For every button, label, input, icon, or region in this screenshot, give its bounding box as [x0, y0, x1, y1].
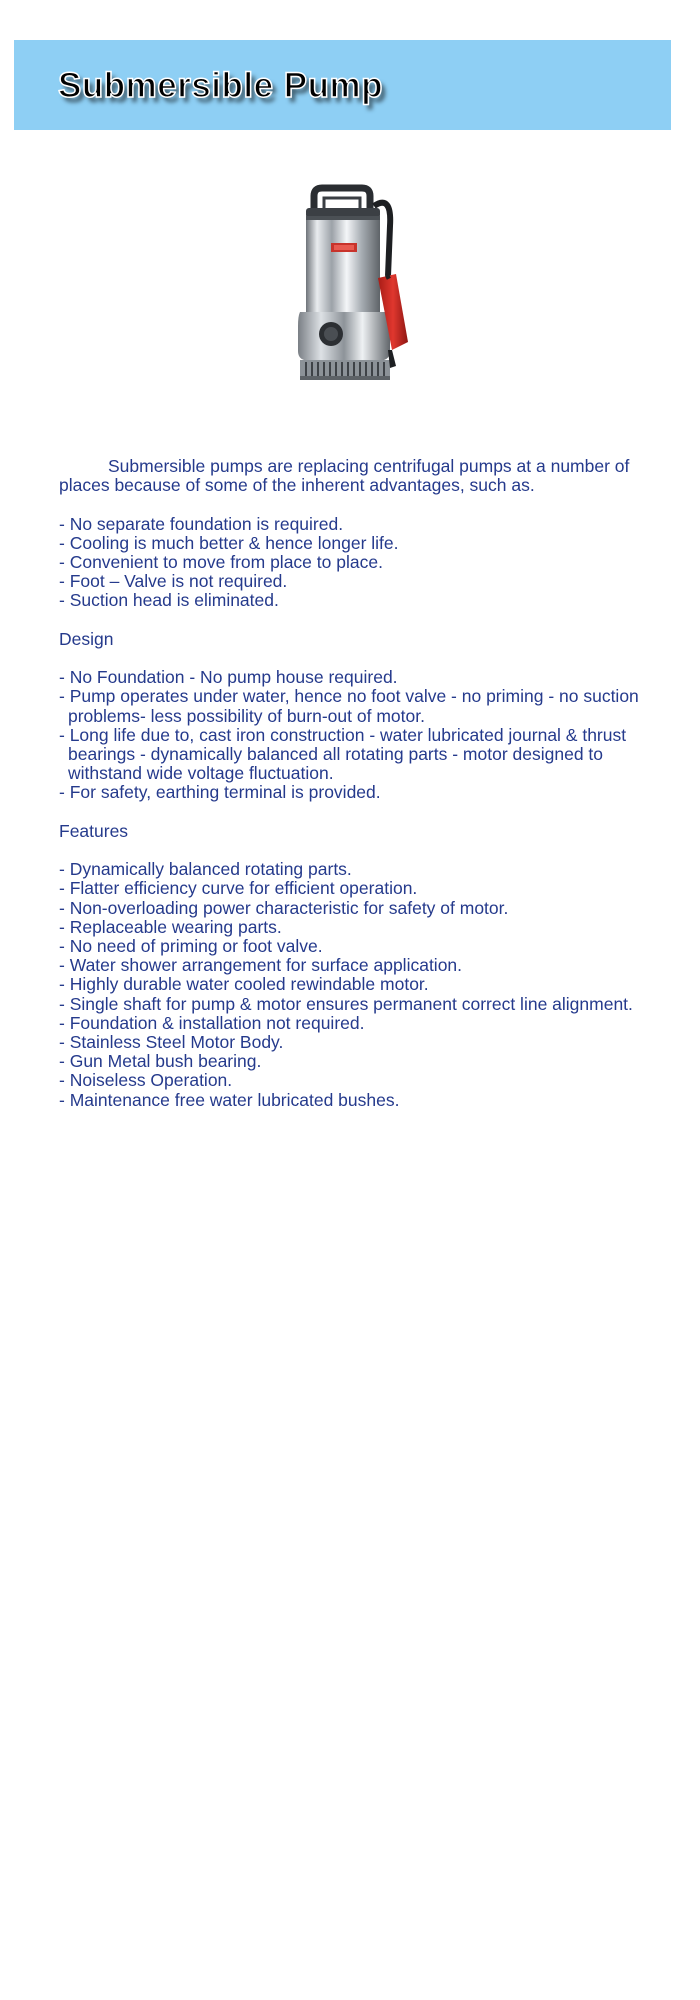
- list-item: - For safety, earthing terminal is provided.: [59, 783, 671, 802]
- design-list: [59, 668, 671, 802]
- list-item: - Replaceable wearing parts.: [59, 918, 671, 937]
- title-banner: [14, 40, 671, 130]
- list-item: - Pump operates under water, hence no foot valve - no priming - no suction problems- less possibility of burn-out of motor.: [59, 687, 671, 725]
- features-list: [59, 860, 671, 1110]
- features-heading: Features: [59, 820, 129, 841]
- list-item: - Flatter efficiency curve for efficient operation.: [59, 879, 671, 898]
- list-item: - Convenient to move from place to place.: [59, 553, 671, 572]
- main-content: [59, 457, 671, 1110]
- design-heading: Design: [59, 628, 114, 649]
- intro-paragraph: Submersible pumps are replacing centrifugal pumps at a number of places because of some of the inherent advantages, such as.: [59, 456, 630, 496]
- list-item: - No separate foundation is required.: [59, 515, 671, 534]
- list-item: - Cooling is much better & hence longer life.: [59, 534, 671, 553]
- list-item: - Foundation & installation not required.: [59, 1014, 671, 1033]
- list-item: - No need of priming or foot valve.: [59, 937, 671, 956]
- list-item: - Foot – Valve is not required.: [59, 572, 671, 591]
- list-item: - No Foundation - No pump house required.: [59, 668, 671, 687]
- list-item: - Maintenance free water lubricated bushes.: [59, 1091, 671, 1110]
- advantages-list: [59, 515, 671, 611]
- list-item: - Gun Metal bush bearing.: [59, 1052, 671, 1071]
- list-item: - Non-overloading power characteristic for safety of motor.: [59, 899, 671, 918]
- list-item: - Long life due to, cast iron construction - water lubricated journal & thrust bearings - dynamically balanced all rotating parts - motor designed to withstand wide voltage fluctuation.: [59, 726, 671, 784]
- list-item: - Dynamically balanced rotating parts.: [59, 860, 671, 879]
- submersible-pump-image: [280, 166, 425, 396]
- list-item: - Single shaft for pump & motor ensures permanent correct line alignment.: [59, 995, 671, 1014]
- list-item: - Stainless Steel Motor Body.: [59, 1033, 671, 1052]
- page-title: Submersible Pump: [58, 66, 384, 105]
- list-item: - Suction head is eliminated.: [59, 591, 671, 610]
- list-item: - Highly durable water cooled rewindable motor.: [59, 975, 671, 994]
- list-item: - Noiseless Operation.: [59, 1071, 671, 1090]
- list-item: - Water shower arrangement for surface application.: [59, 956, 671, 975]
